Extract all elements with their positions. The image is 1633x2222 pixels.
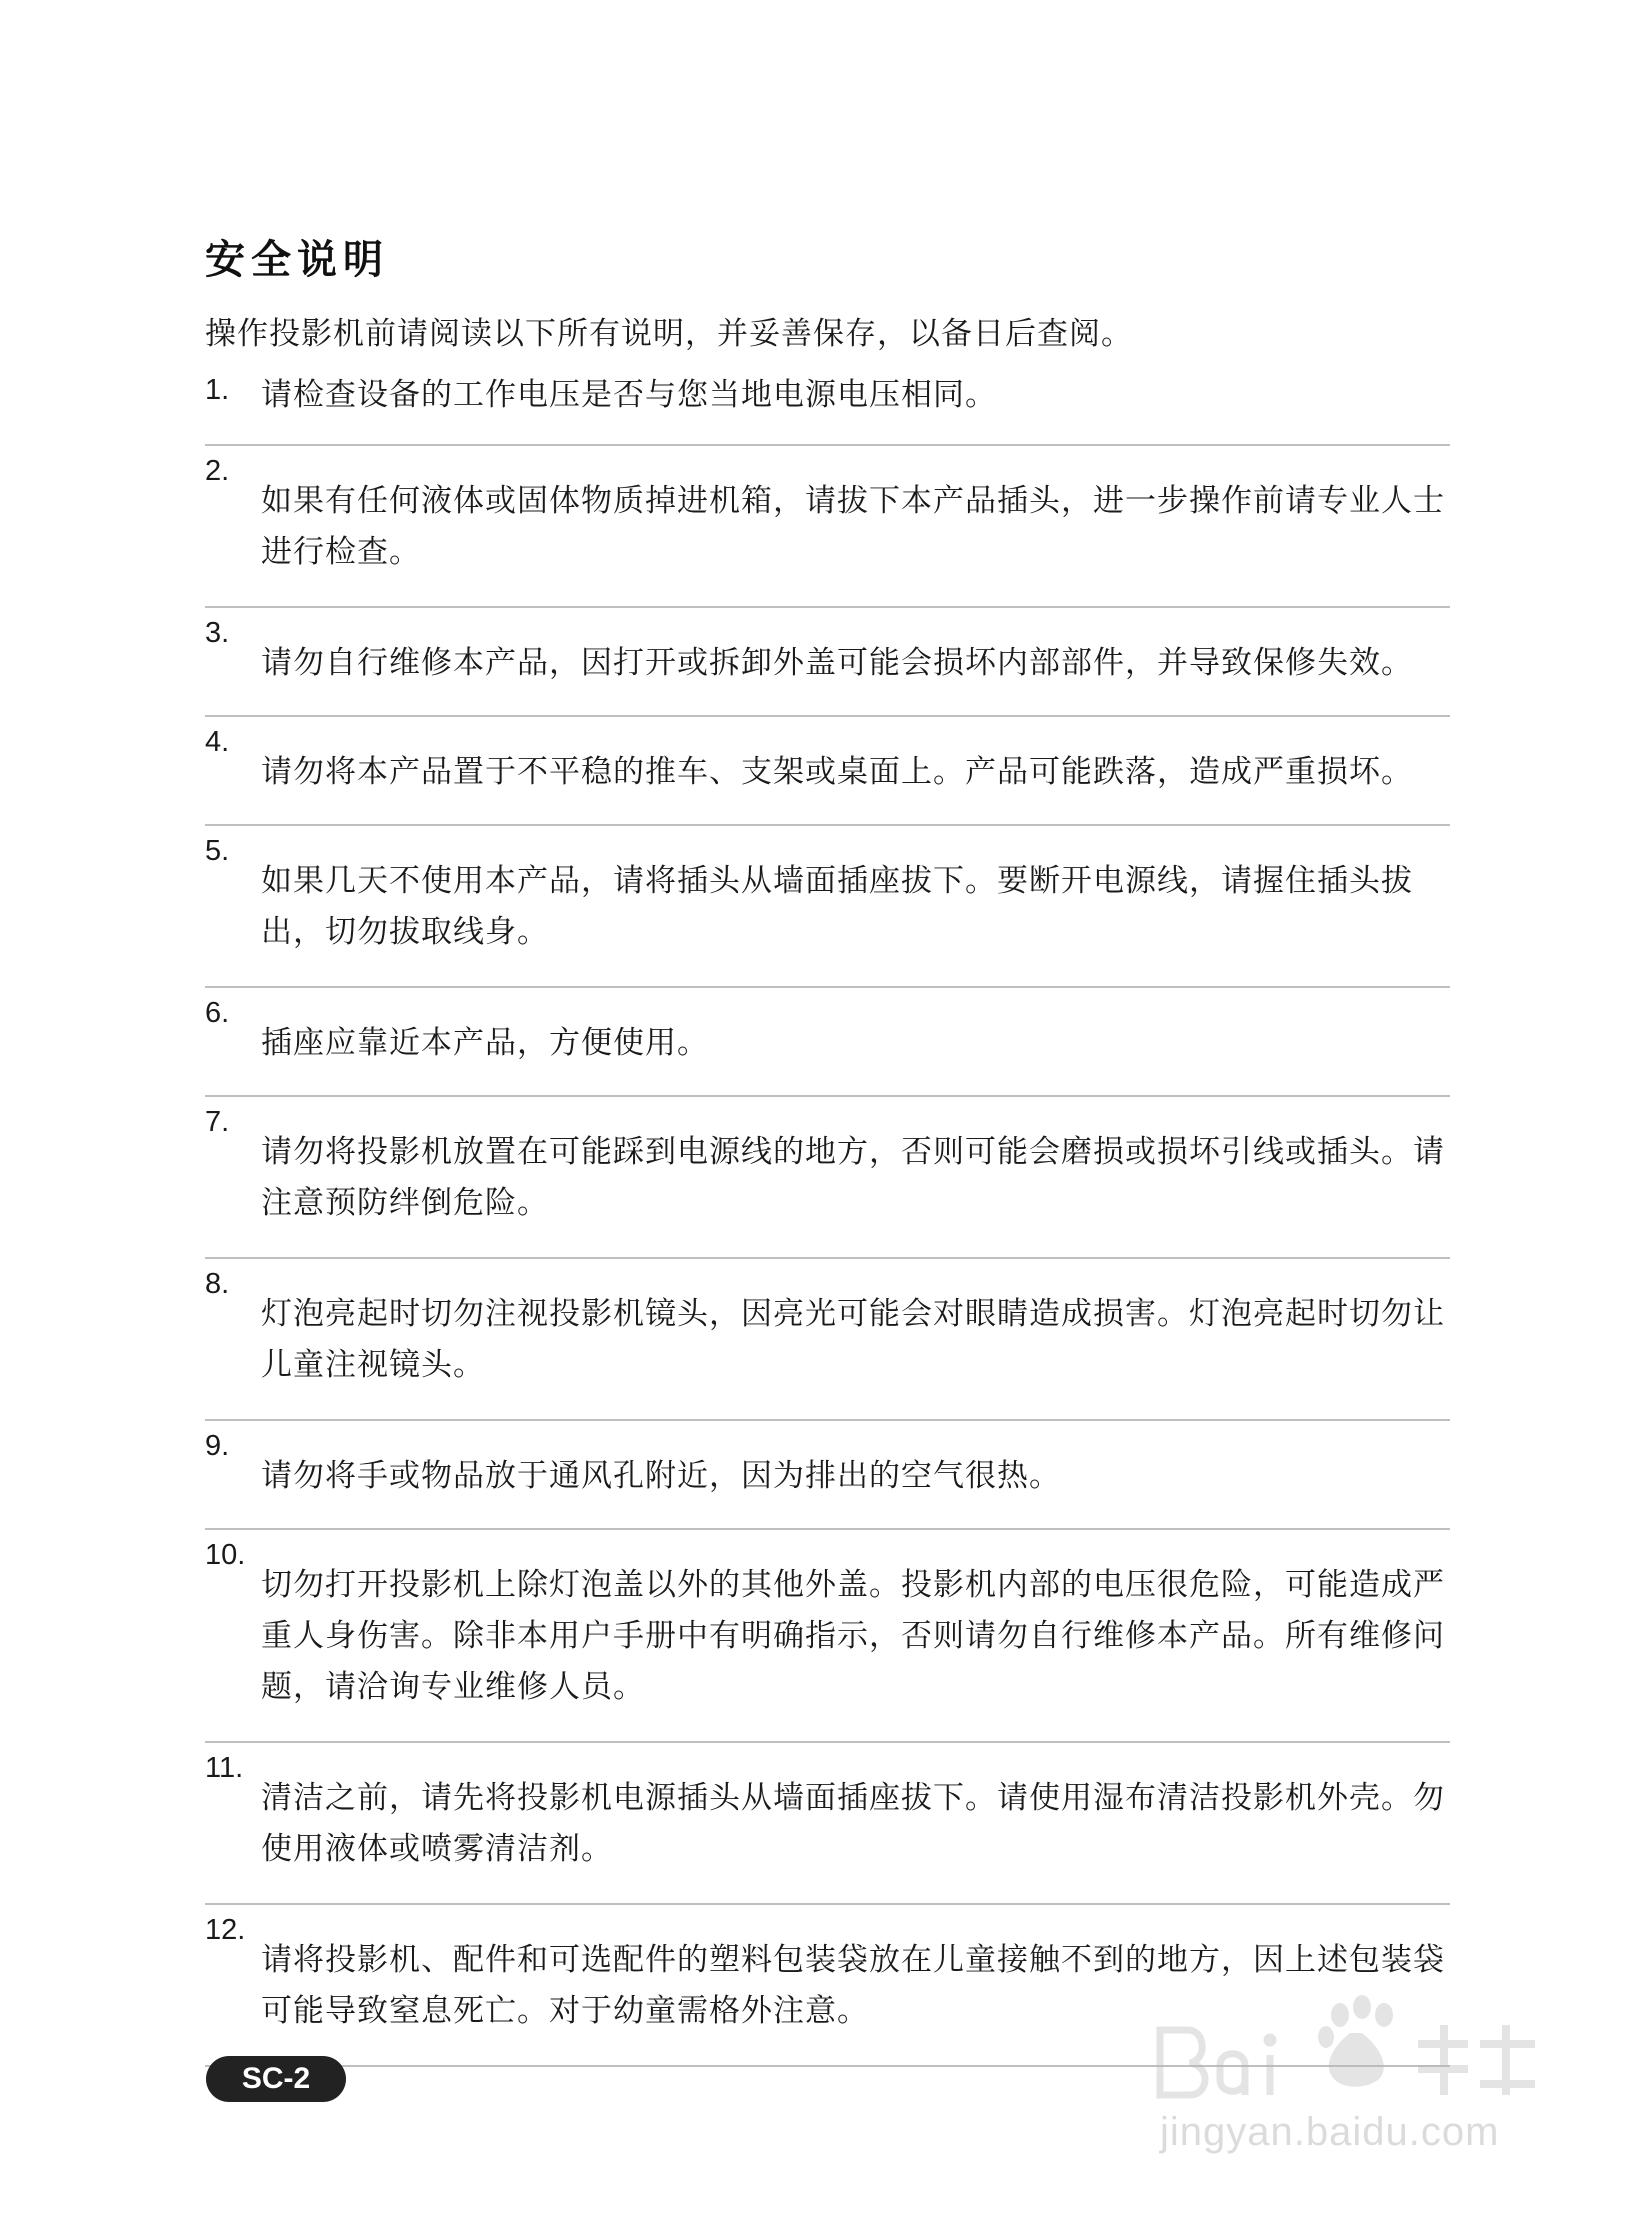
list-item: [205, 365, 1450, 446]
item-number: 9.: [205, 1430, 230, 1462]
item-number: 7.: [205, 1106, 230, 1138]
item-text: 请勿自行维修本产品，因打开或拆卸外盖可能会损坏内部部件，并导致保修失效。: [261, 645, 1413, 681]
item-text: 请勿将投影机放置在可能踩到电源线的地方，否则可能会磨损或损坏引线或插头。请注意预防绊倒危险。: [261, 1134, 1445, 1221]
list-item: [205, 717, 1450, 826]
item-number: 10.: [205, 1539, 246, 1571]
list-item: [205, 1421, 1450, 1530]
list-item: [205, 826, 1450, 988]
safety-list: [205, 365, 1450, 2067]
item-text: 灯泡亮起时切勿注视投影机镜头，因亮光可能会对眼睛造成损害。灯泡亮起时切勿让儿童注视镜头。: [261, 1296, 1445, 1383]
watermark-url: jingyan.baidu.com: [1160, 2110, 1500, 2154]
item-number: 5.: [205, 835, 230, 867]
item-text: 如果有任何液体或固体物质掉进机箱，请拔下本产品插头，进一步操作前请专业人士进行检查。: [261, 483, 1445, 570]
list-item: [205, 1259, 1450, 1421]
item-number: 6.: [205, 997, 230, 1029]
item-number: 1.: [205, 374, 230, 406]
item-number: 11.: [205, 1752, 244, 1784]
intro-text: 操作投影机前请阅读以下所有说明，并妥善保存，以备日后查阅。: [205, 316, 1133, 352]
item-number: 3.: [205, 617, 230, 649]
list-item: [205, 1743, 1450, 1905]
item-text: 如果几天不使用本产品，请将插头从墙面插座拔下。要断开电源线，请握住插头拔出，切勿拔取线身。: [261, 863, 1413, 950]
baidu-jingyan-logo-icon: [1150, 1985, 1550, 2115]
list-item: [205, 1097, 1450, 1259]
item-text: 请检查设备的工作电压是否与您当地电源电压相同。: [261, 377, 997, 413]
item-number: 4.: [205, 726, 230, 758]
page-number-badge: SC-2: [206, 2056, 346, 2102]
item-number: 8.: [205, 1268, 230, 1300]
list-item: [205, 988, 1450, 1097]
item-number: 12.: [205, 1914, 246, 1946]
document-page: [205, 0, 1450, 2222]
item-text: 切勿打开投影机上除灯泡盖以外的其他外盖。投影机内部的电压很危险，可能造成严重人身伤害。除非本用户手册中有明确指示，否则请勿自行维修本产品。所有维修问题，请洽询专业维修人员。: [261, 1567, 1445, 1705]
list-item: [205, 1530, 1450, 1743]
item-text: 请勿将本产品置于不平稳的推车、支架或桌面上。产品可能跌落，造成严重损坏。: [261, 754, 1413, 790]
item-number: 2.: [205, 455, 230, 487]
watermark: [1150, 1985, 1550, 2185]
list-item: [205, 446, 1450, 608]
item-text: 请勿将手或物品放于通风孔附近，因为排出的空气很热。: [261, 1458, 1061, 1494]
list-item: [205, 608, 1450, 717]
page-title: 安全说明: [205, 237, 389, 283]
item-text: 请将投影机、配件和可选配件的塑料包装袋放在儿童接触不到的地方，因上述包装袋可能导致窒息死亡。对于幼童需格外注意。: [261, 1942, 1445, 2029]
item-text: 清洁之前，请先将投影机电源插头从墙面插座拔下。请使用湿布清洁投影机外壳。勿使用液体或喷雾清洁剂。: [261, 1780, 1445, 1867]
item-text: 插座应靠近本产品，方便使用。: [261, 1025, 709, 1061]
